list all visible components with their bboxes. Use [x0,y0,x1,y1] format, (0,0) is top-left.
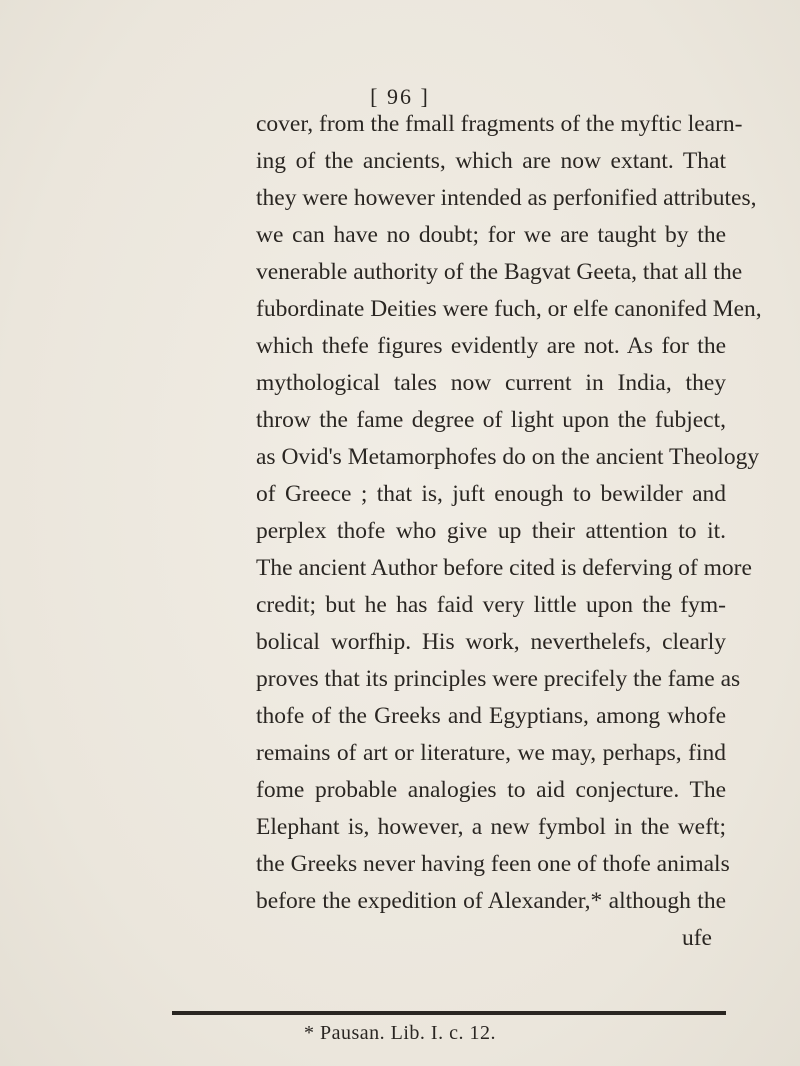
catchword: ufe [681,925,712,951]
text-line: cover, from the fmall fragments of the myftic learn- [256,111,743,137]
text-line: venerable authority of the Bagvat Geeta, that all the [256,259,743,285]
text-line: credit; but he has faid very little upon the fym- [256,592,726,618]
text-line: throw the fame degree of light upon the fubject, [256,407,726,433]
text-line: perplex thofe who give up their attention to it. [256,518,726,544]
text-line: they were however intended as perfonified attributes, [256,185,757,211]
footnote [0,1022,800,1045]
body-text [256,106,762,957]
text-line: The ancient Author before cited is deferving of more [256,555,752,581]
text-line: mythological tales now current in India, they [256,370,726,396]
footnote-text: * Pausan. Lib. I. c. 12. [304,1022,496,1044]
text-line: thofe of the Greeks and Egyptians, among whofe [256,703,726,729]
text-line: remains of art or literature, we may, perhaps, find [256,740,726,766]
text-line: fubordinate Deities were fuch, or elfe canonifed Men, [256,296,762,322]
text-line: fome probable analogies to aid conjecture. The [256,777,726,803]
text-line: as Ovid's Metamorphofes do on the ancient Theology [256,444,760,470]
page-number: [ 96 ] [370,84,430,109]
text-line: the Greeks never having feen one of thofe animals [256,851,730,877]
text-line: Elephant is, however, a new fymbol in the weft; [256,814,726,840]
text-line: of Greece ; that is, juft enough to bewilder and [256,481,726,507]
text-line: before the expedition of Alexander,* although the [256,888,726,914]
text-line: which thefe figures evidently are not. As for the [256,333,726,359]
text-line: proves that its principles were precifely the fame as [256,666,741,692]
text-line: we can have no doubt; for we are taught by the [256,222,726,248]
text-line: ing of the ancients, which are now extant. That [256,148,726,174]
text-line: bolical worfhip. His work, neverthelefs, clearly [256,629,726,655]
footnote-rule [172,1011,726,1015]
